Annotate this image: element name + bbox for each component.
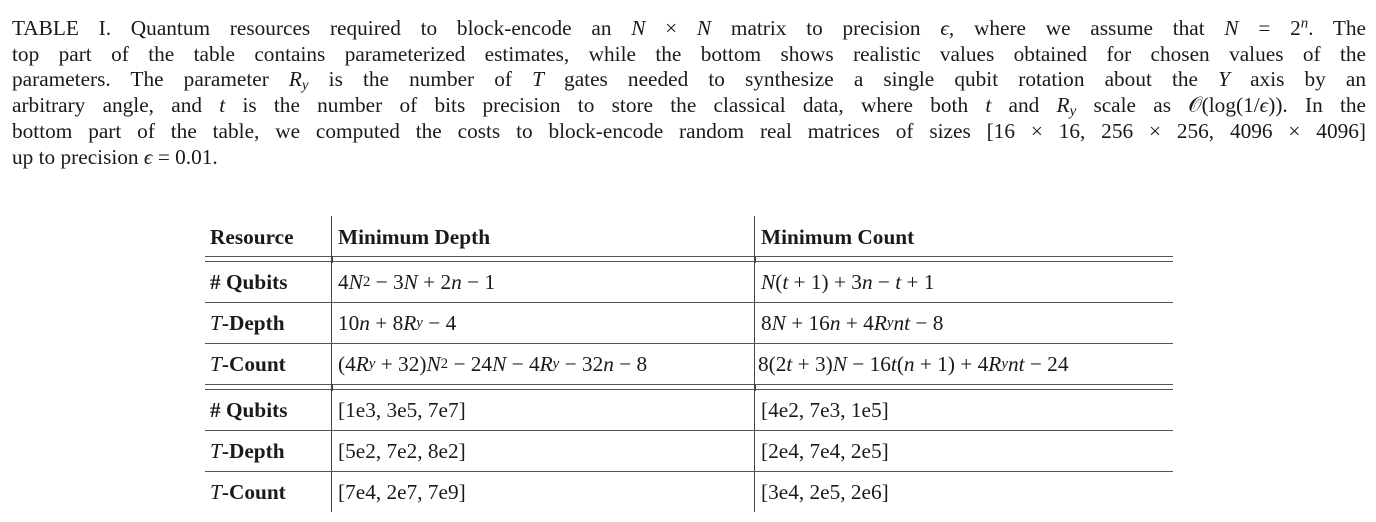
header-minimum-depth: Minimum Depth bbox=[331, 216, 754, 256]
table-row bbox=[205, 390, 1173, 430]
caption-line-2: top part of the table contains parameterized estimates, while the bottom shows realistic values obtained for chosen values of the bbox=[12, 41, 1366, 66]
value-cell: [3e4, 2e5, 2e6] bbox=[754, 472, 1173, 512]
caption-line-1: TABLE I. Quantum resources required to block-encode an N × N matrix to precision ϵ, where we assume that $N = 2^n$. The bbox=[12, 15, 1367, 40]
value-cell: [7e4, 2e7, 7e9] bbox=[331, 472, 754, 512]
table-row bbox=[205, 431, 1173, 471]
caption-line-6: up to precision ϵ = 0.01. bbox=[12, 144, 218, 169]
formula-cell: N ( t + 1) + 3 n − t + 1 bbox=[754, 262, 1173, 302]
header-resource: Resource bbox=[210, 224, 294, 249]
value-cell: [1e3, 3e5, 7e7] bbox=[331, 390, 754, 430]
value-cell: [2e4, 7e4, 2e5] bbox=[754, 431, 1173, 471]
row-label-t-depth: T -Depth bbox=[210, 438, 285, 463]
table-header-row bbox=[205, 216, 1173, 256]
caption-line-3: parameters. The parameter $R_y$ is the number of T gates needed to synthesize a single qubit rotation about the Y axis by an bbox=[12, 67, 1367, 95]
row-label-qubits: # Qubits bbox=[210, 397, 288, 422]
row-label-t-depth: T -Depth bbox=[210, 310, 285, 335]
row-label-qubits: # Qubits bbox=[210, 269, 288, 294]
formula-cell: 8 N + 16 n + 4 R y nt − 8 bbox=[754, 303, 1173, 343]
table-row bbox=[205, 303, 1173, 343]
value-cell: [4e2, 7e3, 1e5] bbox=[754, 390, 1173, 430]
value-cell: [5e2, 7e2, 8e2] bbox=[331, 431, 754, 471]
table-row bbox=[205, 344, 1173, 384]
table-caption bbox=[12, 16, 1366, 170]
caption-line-4: arbitrary angle, and t is the number of bits precision to store the classical data, where both t and $R_y$ scale as 𝒪(log(1/ϵ)). In the bbox=[12, 93, 1367, 120]
row-label-t-count: T -Count bbox=[210, 479, 286, 504]
formula-cell: (4 R y + 32) N 2 − 24 N − 4 R y − 32 n − 8 bbox=[331, 344, 754, 384]
formula-cell: 8(2 t + 3) N − 16 t ( n + 1) + 4 R y nt − 24 bbox=[754, 344, 1173, 384]
formula-cell: 10 n + 8 R y − 4 bbox=[331, 303, 754, 343]
header-minimum-count: Minimum Count bbox=[754, 216, 1173, 256]
table-row bbox=[205, 472, 1173, 512]
caption-line-5: bottom part of the table, we computed the costs to block-encode random real matrices of sizes [16 × 16, 256 × 256, 4096 × 4096] bbox=[12, 118, 1366, 143]
resources-table bbox=[205, 216, 1173, 512]
formula-cell: 4 N 2 − 3 N + 2 n − 1 bbox=[331, 262, 754, 302]
row-label-t-count: T -Count bbox=[210, 351, 286, 376]
table-row bbox=[205, 262, 1173, 302]
